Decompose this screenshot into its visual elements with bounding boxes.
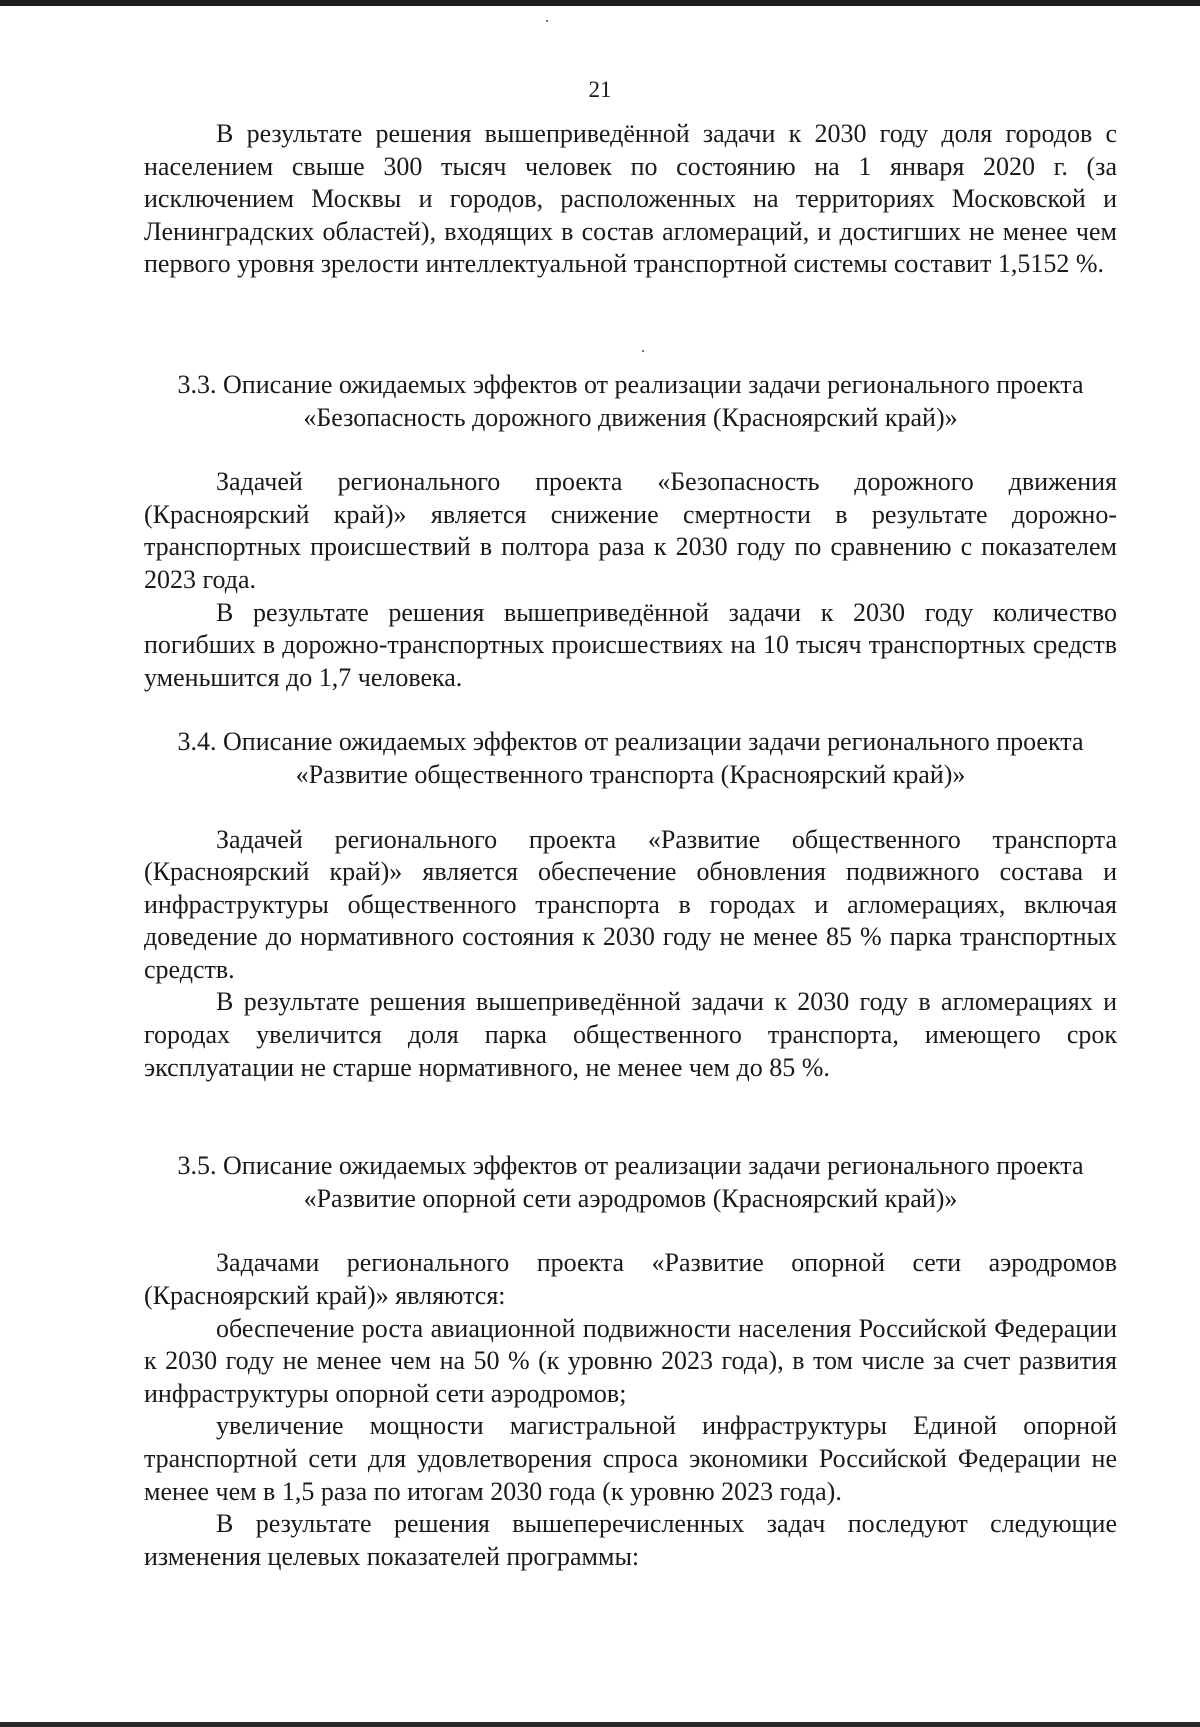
paragraph-3-4-result: В результате решения вышеприведённой задачи к 2030 году в агломерациях и городах увеличится доля парка общественного транспорта, имеющего срок эксплуатации не старше нормативного, не менее чем до 85 %. — [144, 987, 1117, 1082]
paragraph-3-3-task: Задачей регионального проекта «Безопасность дорожного движения (Красноярский край)» является снижение смертности в результате дорожно-транспортных происшествий в полтора раза к 2030 году по сравнению с показателем 2023 года. — [144, 467, 1117, 594]
section-heading-3-3: 3.3. Описание ожидаемых эффектов от реализации задачи регионального проекта «Безопасность дорожного движения (Красноярский край)» — [177, 369, 1084, 432]
paragraph-3-5-result: В результате решения вышеперечисленных задач последуют следующие изменения целевых показателей программы: — [144, 1509, 1117, 1571]
section-heading-3-4: 3.4. Описание ожидаемых эффектов от реализации задачи регионального проекта «Развитие общественного транспорта (Красноярский край)» — [177, 727, 1084, 789]
document-body — [144, 118, 1117, 1573]
scan-speck — [546, 20, 548, 22]
paragraph-3-5-tasks-intro: Задачами регионального проекта «Развитие опорной сети аэродромов (Красноярский край)» являются: — [144, 1248, 1117, 1311]
paragraph-3-5-task-aviation: обеспечение роста авиационной подвижности населения Российской Федерации к 2030 году не менее чем на 50 % (к уровню 2023 года), в том числе за счет развития инфраструктуры опорной сети аэродромов; — [144, 1313, 1117, 1408]
paragraph-3-3-result: В результате решения вышеприведённой задачи к 2030 году количество погибших в дорожно-транспортных происшествиях на 10 тысяч транспортных средств уменьшится до 1,7 человека. — [144, 597, 1117, 692]
scan-edge-top — [0, 0, 1200, 6]
section-heading-3-5: 3.5. Описание ожидаемых эффектов от реализации задачи регионального проекта «Развитие опорной сети аэродромов (Красноярский край)» — [177, 1151, 1084, 1213]
paragraph-3-5-task-infrastructure: увеличение мощности магистральной инфраструктуры Единой опорной транспортной сети для удовлетворения спроса экономики Российской Федерации не менее чем в 1,5 раза по итогам 2030 года (к уровню 2023 года). — [144, 1411, 1117, 1506]
page-number: 21 — [588, 77, 612, 102]
paragraph-result-cities: В результате решения вышеприведённой задачи к 2030 году доля городов с населением свыше 300 тысяч человек по состоянию на 1 января 2020 г. (за исключением Москвы и городов, расположенных на территориях Московской и Ленинградских областей), входящих в состав агломераций, и достигших не менее чем первого уровня зрелости интеллектуальной транспортной системы составит 1,5152 %. — [144, 119, 1117, 279]
paragraph-3-4-task: Задачей регионального проекта «Развитие общественного транспорта (Красноярский край)» является обеспечение обновления подвижного состава и инфраструктуры общественного транспорта в городах и агломерациях, включая доведение до нормативного состояния к 2030 году не менее 85 % парка транспортных средств. — [144, 824, 1117, 984]
scan-edge-bottom — [0, 1722, 1200, 1727]
